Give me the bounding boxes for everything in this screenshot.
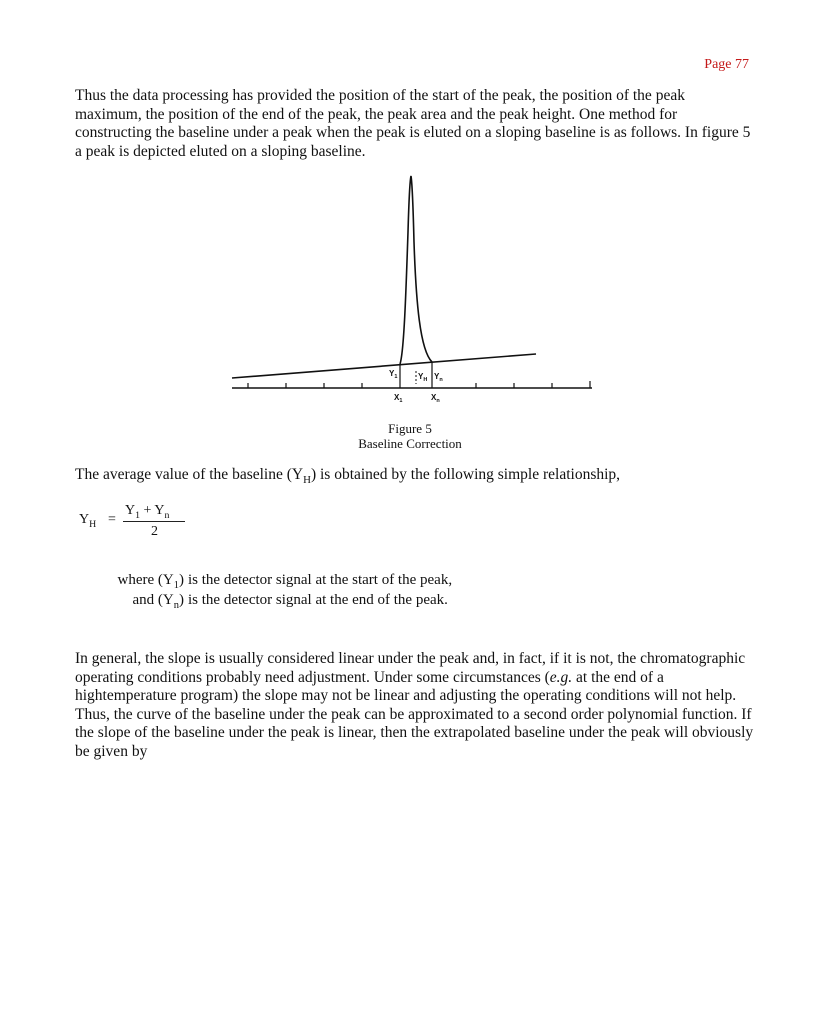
formula-equals: = xyxy=(108,512,116,527)
peak-curve xyxy=(400,176,432,364)
figure-caption-title: Figure 5 xyxy=(388,421,432,436)
label-x1: $X_1$ xyxy=(394,393,403,404)
label-yn: $Y_n$ xyxy=(434,372,443,383)
average-baseline-formula xyxy=(75,503,225,547)
x-axis-ticks xyxy=(248,381,590,388)
where-text-end: is the detector signal at the end of the peak. xyxy=(188,592,448,608)
paragraph-slope: In general, the slope is usually considered linear under the peak and, in fact, if it is not, the chromatographic operating conditions probably need adjustment. Under some circumstances (e.g. at the end of a hightemperature program) the slope may not be linear and adjusting the operating conditions will not help. Thus, the curve of the baseline under the peak can be approximated to a second order polynomial function. If the slope of the baseline under the peak is linear, then the extrapolated baseline under the peak will obviously be given by xyxy=(75,650,754,760)
formula-fraction-bar xyxy=(123,521,185,522)
label-yh: $Y_H$ xyxy=(418,372,428,383)
sloping-baseline xyxy=(232,354,536,378)
formula-lhs: $Y_H$ xyxy=(79,512,97,530)
baseline-correction-figure xyxy=(226,172,598,407)
label-xn: $X_n$ xyxy=(431,393,440,404)
where-text-start: is the detector signal at the start of the peak, xyxy=(188,572,453,588)
formula-denominator: 2 xyxy=(151,524,158,539)
label-y1: $Y_1$ xyxy=(389,369,398,380)
figure-caption-text: Baseline Correction xyxy=(358,436,462,451)
formula-numerator: $Y_1 + Y_n$ xyxy=(125,503,170,521)
where-label-start: where $(Y_1)$ xyxy=(117,572,184,591)
where-label-end: and $(Y_n)$ xyxy=(132,592,184,611)
paragraph-average: The average value of the baseline $(Y_H)$ is obtained by the following simple relationship, xyxy=(75,466,621,487)
paragraph-intro: Thus the data processing has provided the position of the start of the peak, the position of the peak maximum, the position of the end of the peak, the peak area and the peak height. One method for constructing the baseline under a peak when the peak is eluted on a sloping baseline is as follows. In figure 5 a peak is depicted eluted on a sloping baseline. xyxy=(75,87,751,160)
page-number: Page 77 xyxy=(704,57,749,72)
